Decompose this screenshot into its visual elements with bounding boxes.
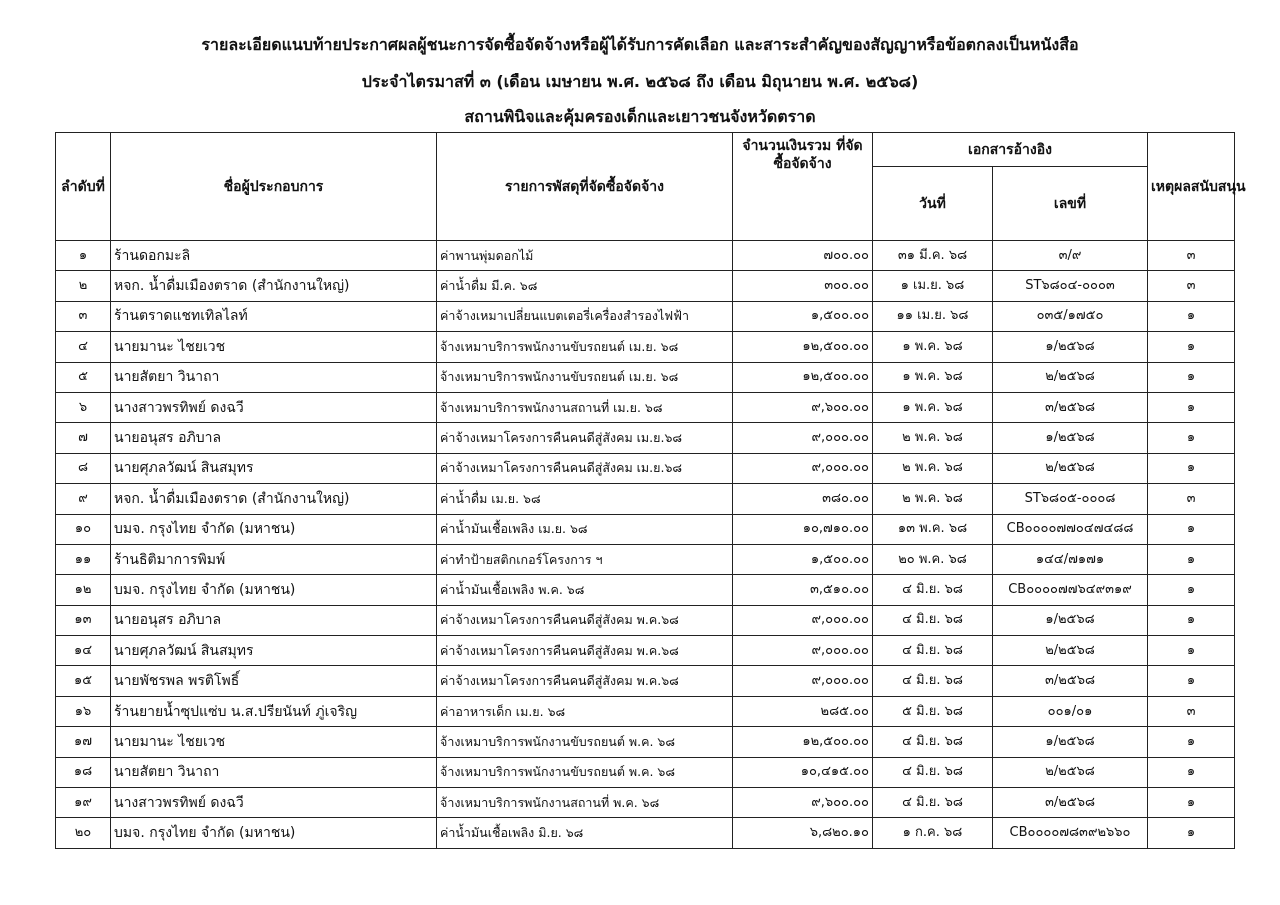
table-row bbox=[56, 575, 1235, 605]
cell-date: ๑ พ.ค. ๖๘ bbox=[873, 392, 993, 422]
cell-reason: ๓ bbox=[1148, 696, 1235, 726]
cell-amount: ๓,๕๑๐.๐๐ bbox=[733, 575, 873, 605]
cell-item: ค่าพานพุ่มดอกไม้ bbox=[437, 241, 733, 271]
cell-item: ค่าน้ำดื่ม เม.ย. ๖๘ bbox=[437, 484, 733, 514]
table-row bbox=[56, 818, 1235, 848]
cell-doc-no: CB๐๐๐๐๗๗๖๔๙๓๑๙ bbox=[993, 575, 1148, 605]
table-row bbox=[56, 544, 1235, 574]
cell-amount: ๑๒,๕๐๐.๐๐ bbox=[733, 727, 873, 757]
col-header-amount: จำนวนเงินรวม ที่จัดซื้อจัดจ้าง bbox=[733, 133, 873, 241]
cell-no: ๑๖ bbox=[56, 696, 111, 726]
agency-name: สถานพินิจและคุ้มครองเด็กและเยาวชนจังหวัดตราด bbox=[464, 107, 816, 126]
cell-vendor: ร้านยายน้ำซุปแซ่บ น.ส.ปรียนันท์ ภู่เจริญ bbox=[111, 696, 437, 726]
cell-amount: ๖,๘๒๐.๑๐ bbox=[733, 818, 873, 848]
cell-date: ๒ พ.ค. ๖๘ bbox=[873, 453, 993, 483]
cell-date: ๒ พ.ค. ๖๘ bbox=[873, 423, 993, 453]
cell-date: ๑ พ.ค. ๖๘ bbox=[873, 332, 993, 362]
cell-date: ๔ มิ.ย. ๖๘ bbox=[873, 636, 993, 666]
cell-amount: ๙,๐๐๐.๐๐ bbox=[733, 636, 873, 666]
cell-doc-no: ๓/๒๕๖๘ bbox=[993, 392, 1148, 422]
table-row bbox=[56, 453, 1235, 483]
cell-no: ๕ bbox=[56, 362, 111, 392]
col-header-reference: เอกสารอ้างอิง bbox=[873, 133, 1148, 167]
cell-item: จ้างเหมาบริการพนักงานขับรถยนต์ พ.ค. ๖๘ bbox=[437, 727, 733, 757]
cell-reason: ๑ bbox=[1148, 788, 1235, 818]
cell-amount: ๑๒,๕๐๐.๐๐ bbox=[733, 362, 873, 392]
cell-amount: ๙,๐๐๐.๐๐ bbox=[733, 605, 873, 635]
table-row bbox=[56, 362, 1235, 392]
cell-item: ค่าน้ำดื่ม มี.ค. ๖๘ bbox=[437, 271, 733, 301]
cell-item: ค่าน้ำมันเชื้อเพลิง มิ.ย. ๖๘ bbox=[437, 818, 733, 848]
cell-date: ๑ ก.ค. ๖๘ bbox=[873, 818, 993, 848]
cell-doc-no: CB๐๐๐๐๗๘๓๙๒๖๖๐ bbox=[993, 818, 1148, 848]
cell-doc-no: ๑/๒๕๖๘ bbox=[993, 727, 1148, 757]
table-row bbox=[56, 605, 1235, 635]
cell-date: ๑๑ เม.ย. ๖๘ bbox=[873, 301, 993, 331]
table-row bbox=[56, 332, 1235, 362]
cell-no: ๑๗ bbox=[56, 727, 111, 757]
cell-reason: ๑ bbox=[1148, 453, 1235, 483]
cell-reason: ๓ bbox=[1148, 271, 1235, 301]
cell-reason: ๑ bbox=[1148, 301, 1235, 331]
cell-no: ๑๔ bbox=[56, 636, 111, 666]
cell-date: ๒ พ.ค. ๖๘ bbox=[873, 484, 993, 514]
cell-amount: ๓๘๐.๐๐ bbox=[733, 484, 873, 514]
cell-amount: ๙,๐๐๐.๐๐ bbox=[733, 423, 873, 453]
cell-no: ๑๑ bbox=[56, 544, 111, 574]
cell-reason: ๓ bbox=[1148, 241, 1235, 271]
cell-vendor: นายอนุสร อภิบาล bbox=[111, 605, 437, 635]
cell-amount: ๙,๐๐๐.๐๐ bbox=[733, 666, 873, 696]
cell-vendor: นายศุภลวัฒน์ สินสมุทร bbox=[111, 453, 437, 483]
cell-item: ค่าจ้างเหมาเปลี่ยนแบตเตอรี่เครื่องสำรองไฟฟ้า bbox=[437, 301, 733, 331]
cell-item: ค่าจ้างเหมาโครงการคืนคนดีสู่สังคม พ.ค.๖๘ bbox=[437, 666, 733, 696]
cell-vendor: นายมานะ ไชยเวช bbox=[111, 332, 437, 362]
cell-doc-no: ๓/๒๕๖๘ bbox=[993, 666, 1148, 696]
col-header-doc-no: เลขที่ bbox=[993, 167, 1148, 241]
cell-amount: ๙,๖๐๐.๐๐ bbox=[733, 392, 873, 422]
cell-no: ๔ bbox=[56, 332, 111, 362]
cell-amount: ๓๐๐.๐๐ bbox=[733, 271, 873, 301]
table-body bbox=[56, 241, 1235, 849]
cell-reason: ๑ bbox=[1148, 575, 1235, 605]
cell-no: ๓ bbox=[56, 301, 111, 331]
cell-reason: ๑ bbox=[1148, 818, 1235, 848]
cell-no: ๑๒ bbox=[56, 575, 111, 605]
cell-reason: ๑ bbox=[1148, 514, 1235, 544]
cell-no: ๘ bbox=[56, 453, 111, 483]
cell-date: ๑ เม.ย. ๖๘ bbox=[873, 271, 993, 301]
cell-item: ค่าทำป้ายสติกเกอร์โครงการ ฯ bbox=[437, 544, 733, 574]
cell-amount: ๑,๕๐๐.๐๐ bbox=[733, 301, 873, 331]
cell-reason: ๑ bbox=[1148, 605, 1235, 635]
cell-date: ๑ พ.ค. ๖๘ bbox=[873, 362, 993, 392]
cell-vendor: นางสาวพรทิพย์ ดงฉวี bbox=[111, 788, 437, 818]
table-row bbox=[56, 696, 1235, 726]
cell-item: ค่าจ้างเหมาโครงการคืนคนดีสู่สังคม เม.ย.๖๘ bbox=[437, 423, 733, 453]
cell-date: ๔ มิ.ย. ๖๘ bbox=[873, 757, 993, 787]
procurement-table bbox=[55, 132, 1246, 849]
cell-amount: ๙,๖๐๐.๐๐ bbox=[733, 788, 873, 818]
cell-no: ๑๓ bbox=[56, 605, 111, 635]
cell-vendor: หจก. น้ำดื่มเมืองตราด (สำนักงานใหญ่) bbox=[111, 484, 437, 514]
cell-doc-no: ๒/๒๕๖๘ bbox=[993, 453, 1148, 483]
cell-reason: ๑ bbox=[1148, 666, 1235, 696]
table-row bbox=[56, 392, 1235, 422]
cell-no: ๖ bbox=[56, 392, 111, 422]
cell-doc-no: ๑๔๔/๗๑๗๑ bbox=[993, 544, 1148, 574]
cell-vendor: นายมานะ ไชยเวช bbox=[111, 727, 437, 757]
cell-vendor: บมจ. กรุงไทย จำกัด (มหาชน) bbox=[111, 818, 437, 848]
cell-date: ๕ มิ.ย. ๖๘ bbox=[873, 696, 993, 726]
cell-doc-no: ๒/๒๕๖๘ bbox=[993, 362, 1148, 392]
cell-vendor: ร้านธิติมาการพิมพ์ bbox=[111, 544, 437, 574]
cell-no: ๑๕ bbox=[56, 666, 111, 696]
cell-reason: ๑ bbox=[1148, 332, 1235, 362]
cell-doc-no: ST๖๘๐๔-๐๐๐๓ bbox=[993, 271, 1148, 301]
cell-item: จ้างเหมาบริการพนักงานขับรถยนต์ เม.ย. ๖๘ bbox=[437, 332, 733, 362]
table-row bbox=[56, 666, 1235, 696]
cell-reason: ๑ bbox=[1148, 757, 1235, 787]
cell-no: ๗ bbox=[56, 423, 111, 453]
cell-doc-no: ๑/๒๕๖๘ bbox=[993, 423, 1148, 453]
cell-reason: ๓ bbox=[1148, 484, 1235, 514]
cell-amount: ๑๐,๗๑๐.๐๐ bbox=[733, 514, 873, 544]
col-header-vendor: ชื่อผู้ประกอบการ bbox=[111, 133, 437, 241]
cell-doc-no: ๐๓๕/๑๗๕๐ bbox=[993, 301, 1148, 331]
cell-amount: ๗๐๐.๐๐ bbox=[733, 241, 873, 271]
cell-date: ๔ มิ.ย. ๖๘ bbox=[873, 788, 993, 818]
cell-doc-no: ๑/๒๕๖๘ bbox=[993, 605, 1148, 635]
cell-amount: ๑,๕๐๐.๐๐ bbox=[733, 544, 873, 574]
cell-reason: ๑ bbox=[1148, 727, 1235, 757]
cell-doc-no: ๑/๒๕๖๘ bbox=[993, 332, 1148, 362]
cell-vendor: นายศุภลวัฒน์ สินสมุทร bbox=[111, 636, 437, 666]
cell-reason: ๑ bbox=[1148, 544, 1235, 574]
cell-date: ๔ มิ.ย. ๖๘ bbox=[873, 666, 993, 696]
cell-vendor: หจก. น้ำดื่มเมืองตราด (สำนักงานใหญ่) bbox=[111, 271, 437, 301]
col-header-no: ลำดับที่ bbox=[56, 133, 111, 241]
cell-reason: ๑ bbox=[1148, 636, 1235, 666]
cell-no: ๒๐ bbox=[56, 818, 111, 848]
table-row bbox=[56, 271, 1235, 301]
cell-vendor: นายสัตยา วินาถา bbox=[111, 757, 437, 787]
cell-date: ๓๑ มี.ค. ๖๘ bbox=[873, 241, 993, 271]
cell-item: จ้างเหมาบริการพนักงานขับรถยนต์ พ.ค. ๖๘ bbox=[437, 757, 733, 787]
cell-no: ๑๐ bbox=[56, 514, 111, 544]
cell-item: ค่าจ้างเหมาโครงการคืนคนดีสู่สังคม เม.ย.๖๘ bbox=[437, 453, 733, 483]
cell-date: ๔ มิ.ย. ๖๘ bbox=[873, 605, 993, 635]
table-row bbox=[56, 423, 1235, 453]
cell-no: ๑๘ bbox=[56, 757, 111, 787]
cell-no: ๙ bbox=[56, 484, 111, 514]
cell-item: จ้างเหมาบริการพนักงานสถานที่ พ.ค. ๖๘ bbox=[437, 788, 733, 818]
cell-amount: ๙,๐๐๐.๐๐ bbox=[733, 453, 873, 483]
cell-no: ๒ bbox=[56, 271, 111, 301]
cell-amount: ๑๐,๔๑๕.๐๐ bbox=[733, 757, 873, 787]
cell-vendor: นายสัตยา วินาถา bbox=[111, 362, 437, 392]
col-header-reason: เหตุผลสนับสนุน bbox=[1148, 133, 1235, 241]
table-header bbox=[56, 133, 1246, 241]
cell-item: จ้างเหมาบริการพนักงานสถานที่ เม.ย. ๖๘ bbox=[437, 392, 733, 422]
cell-reason: ๑ bbox=[1148, 423, 1235, 453]
cell-doc-no: CB๐๐๐๐๗๗๐๔๗๔๘๘ bbox=[993, 514, 1148, 544]
cell-vendor: ร้านตราดแชทเทิลไลท์ bbox=[111, 301, 437, 331]
cell-vendor: บมจ. กรุงไทย จำกัด (มหาชน) bbox=[111, 514, 437, 544]
cell-doc-no: ๓/๙ bbox=[993, 241, 1148, 271]
cell-vendor: ร้านดอกมะลิ bbox=[111, 241, 437, 271]
cell-reason: ๑ bbox=[1148, 392, 1235, 422]
cell-no: ๑ bbox=[56, 241, 111, 271]
table-row bbox=[56, 727, 1235, 757]
table-row bbox=[56, 636, 1235, 666]
cell-vendor: บมจ. กรุงไทย จำกัด (มหาชน) bbox=[111, 575, 437, 605]
table-row bbox=[56, 514, 1235, 544]
table-row bbox=[56, 788, 1235, 818]
table-row bbox=[56, 301, 1235, 331]
cell-item: ค่าน้ำมันเชื้อเพลิง เม.ย. ๖๘ bbox=[437, 514, 733, 544]
cell-doc-no: ๒/๒๕๖๘ bbox=[993, 636, 1148, 666]
cell-date: ๔ มิ.ย. ๖๘ bbox=[873, 727, 993, 757]
cell-item: ค่าจ้างเหมาโครงการคืนคนดีสู่สังคม พ.ค.๖๘ bbox=[437, 605, 733, 635]
document-period: ประจำไตรมาสที่ ๓ (เดือน เมษายน พ.ศ. ๒๕๖๘ ถึง เดือน มิถุนายน พ.ศ. ๒๕๖๘) bbox=[361, 72, 919, 91]
cell-vendor: นายอนุสร อภิบาล bbox=[111, 423, 437, 453]
cell-amount: ๒๘๕.๐๐ bbox=[733, 696, 873, 726]
cell-date: ๒๐ พ.ค. ๖๘ bbox=[873, 544, 993, 574]
cell-doc-no: ๒/๒๕๖๘ bbox=[993, 757, 1148, 787]
table-row bbox=[56, 757, 1235, 787]
table-row bbox=[56, 484, 1235, 514]
document-title: รายละเอียดแนบท้ายประกาศผลผู้ชนะการจัดซื้อจัดจ้างหรือผู้ได้รับการคัดเลือก และสาระสำคัญของสัญญาหรือข้อตกลงเป็นหนังสือ bbox=[201, 35, 1079, 54]
col-header-date: วันที่ bbox=[873, 167, 993, 241]
cell-date: ๔ มิ.ย. ๖๘ bbox=[873, 575, 993, 605]
cell-doc-no: ๐๐๑/๐๑ bbox=[993, 696, 1148, 726]
cell-item: ค่าอาหารเด็ก เม.ย. ๖๘ bbox=[437, 696, 733, 726]
cell-vendor: นางสาวพรทิพย์ ดงฉวี bbox=[111, 392, 437, 422]
cell-no: ๑๙ bbox=[56, 788, 111, 818]
cell-item: ค่าจ้างเหมาโครงการคืนคนดีสู่สังคม พ.ค.๖๘ bbox=[437, 636, 733, 666]
cell-reason: ๑ bbox=[1148, 362, 1235, 392]
cell-amount: ๑๒,๕๐๐.๐๐ bbox=[733, 332, 873, 362]
cell-doc-no: ๓/๒๕๖๘ bbox=[993, 788, 1148, 818]
col-header-item: รายการพัสดุที่จัดซื้อจัดจ้าง bbox=[437, 133, 733, 241]
cell-date: ๑๓ พ.ค. ๖๘ bbox=[873, 514, 993, 544]
cell-item: ค่าน้ำมันเชื้อเพลิง พ.ค. ๖๘ bbox=[437, 575, 733, 605]
cell-item: จ้างเหมาบริการพนักงานขับรถยนต์ เม.ย. ๖๘ bbox=[437, 362, 733, 392]
cell-vendor: นายพัชรพล พรติโพธิ์ bbox=[111, 666, 437, 696]
table-row bbox=[56, 241, 1235, 271]
cell-doc-no: ST๖๘๐๕-๐๐๐๘ bbox=[993, 484, 1148, 514]
